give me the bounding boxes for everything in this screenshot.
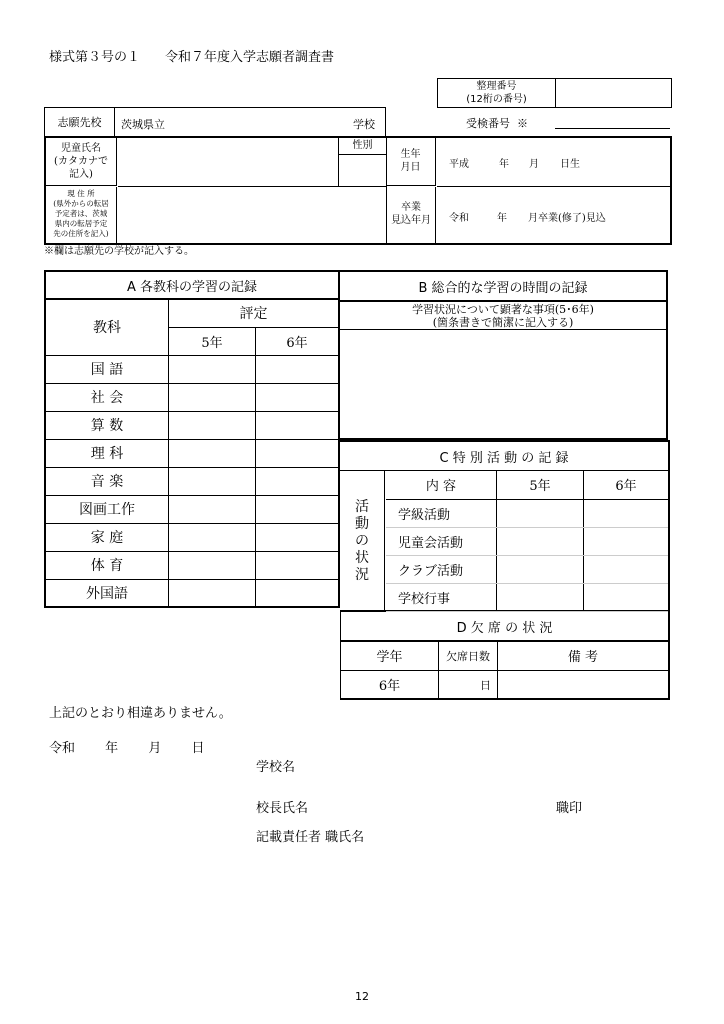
activity-grade6[interactable]	[584, 555, 669, 583]
side-label-char: 活	[355, 499, 369, 515]
seiri-number-field[interactable]	[556, 79, 671, 107]
sex-field[interactable]	[339, 155, 386, 186]
exam-number-line[interactable]	[555, 128, 670, 129]
absence-row-days[interactable]: 日	[439, 670, 498, 699]
absence-days-header: 欠席日数	[439, 642, 498, 670]
grade5-rating[interactable]	[169, 495, 256, 523]
absence-remarks-header: 備 考	[498, 642, 669, 670]
side-label-char: 状	[355, 550, 369, 566]
subject-header: 教科	[45, 299, 169, 355]
subject-row	[45, 439, 339, 467]
seiri-number-label: 整理番号 (12桁の番号)	[438, 79, 556, 108]
note: ※欄は志願先の学校が記入する。	[44, 246, 194, 257]
grade6-rating[interactable]	[256, 551, 340, 579]
activity-row	[386, 583, 668, 611]
subject-row	[45, 495, 339, 523]
subject-name: 家 庭	[45, 523, 169, 551]
subject-row	[45, 411, 339, 439]
section-b	[340, 270, 668, 440]
grade6-rating[interactable]	[256, 495, 340, 523]
activity-grade5[interactable]	[497, 555, 584, 583]
grade5-rating[interactable]	[169, 439, 256, 467]
activity-name: 学校行事	[386, 583, 497, 611]
absence-grade-header: 学年	[341, 642, 439, 670]
name-field[interactable]	[118, 138, 338, 187]
subject-row	[45, 579, 339, 607]
activity-table	[386, 471, 668, 612]
section-b-field[interactable]	[340, 330, 666, 440]
section-b-title: B 総合的な学習の時間の記録	[340, 272, 666, 302]
activity-row	[386, 555, 668, 583]
subject-row	[45, 383, 339, 411]
recorder-label: 記載責任者 職氏名	[256, 830, 365, 845]
section-d-title: D 欠 席 の 状 況	[340, 612, 668, 642]
school-row	[44, 107, 386, 138]
name-label: 児童氏名 (カタカナで 記入)	[46, 138, 117, 186]
section-c-title: C 特 別 活 動 の 記 録	[340, 442, 668, 471]
seiri-number-box	[437, 78, 672, 108]
section-b-desc: 学習状況について顕著な事項(5･6年) (箇条書きで簡潔に記入する)	[340, 302, 666, 330]
activity-grade6[interactable]	[584, 499, 669, 527]
subject-row	[45, 467, 339, 495]
principal-label: 校長氏名	[256, 801, 309, 816]
section-a-title: A 各教科の学習の記録	[45, 271, 339, 299]
grade6-rating[interactable]	[256, 355, 340, 383]
school-suffix: 学校	[353, 118, 375, 131]
grade5-header: 5年	[169, 327, 256, 355]
address-label: 現 住 所 (県外からの転居 予定者は、茨城 県内の転居予定 先の住所を記入)	[46, 187, 117, 243]
subject-row	[45, 355, 339, 383]
certify-date: 令和 年 月 日	[49, 741, 205, 756]
subject-name: 国 語	[45, 355, 169, 383]
activity-name: クラブ活動	[386, 555, 497, 583]
grade5-rating[interactable]	[169, 551, 256, 579]
sex-label: 性別	[339, 138, 386, 155]
side-label-char: 況	[355, 567, 369, 583]
subject-name: 図画工作	[45, 495, 169, 523]
applicant-block	[44, 136, 672, 245]
activity-grade5[interactable]	[497, 527, 584, 555]
grade5-rating[interactable]	[169, 467, 256, 495]
grad-field[interactable]: 令和 年 月卒業(修了)見込	[449, 213, 606, 224]
side-label-char: の	[355, 533, 369, 549]
grade5-rating[interactable]	[169, 355, 256, 383]
grade5-rating[interactable]	[169, 579, 256, 607]
activity-row	[386, 499, 668, 527]
subject-name: 音 楽	[45, 467, 169, 495]
subject-name: 体 育	[45, 551, 169, 579]
form-number: 様式第３号の１	[49, 50, 141, 65]
activity-grade5[interactable]	[497, 583, 584, 611]
school-prefix: 茨城県立	[121, 118, 165, 131]
grade6-rating[interactable]	[256, 523, 340, 551]
birth-label: 生年 月日	[386, 138, 436, 186]
school-label: 志願先校	[45, 108, 115, 136]
activity-grade6[interactable]	[584, 527, 669, 555]
grade6-rating[interactable]	[256, 383, 340, 411]
grad-label: 卒業 見込年月	[386, 187, 436, 243]
rating-header: 評定	[169, 299, 340, 327]
page-title: 令和７年度入学志願者調査書	[165, 50, 335, 65]
grade6-rating[interactable]	[256, 411, 340, 439]
content-header: 内 容	[386, 471, 497, 499]
activity-name: 児童会活動	[386, 527, 497, 555]
grade6-header: 6年	[256, 327, 340, 355]
subject-name: 社 会	[45, 383, 169, 411]
section-d	[340, 612, 670, 700]
subject-name: 算 数	[45, 411, 169, 439]
activity-grade6-header: 6年	[584, 471, 669, 499]
grade5-rating[interactable]	[169, 411, 256, 439]
exam-number-label: 受検番号 ※	[466, 117, 528, 130]
certify-text: 上記のとおり相違ありません。	[49, 706, 232, 721]
activity-name: 学級活動	[386, 499, 497, 527]
absence-row-remarks[interactable]	[498, 670, 669, 699]
subject-name: 外国語	[45, 579, 169, 607]
side-label-char: 動	[355, 516, 369, 532]
subject-row	[45, 551, 339, 579]
grade5-rating[interactable]	[169, 523, 256, 551]
sex-cell	[338, 138, 387, 187]
activity-grade5-header: 5年	[497, 471, 584, 499]
activity-grade5[interactable]	[497, 499, 584, 527]
activity-grade6[interactable]	[584, 583, 669, 611]
school-name-label: 学校名	[256, 760, 296, 775]
absence-table	[340, 642, 668, 699]
seal-label: 職印	[556, 801, 583, 816]
absence-row-grade: 6年	[341, 670, 439, 699]
subject-row	[45, 523, 339, 551]
grade6-rating[interactable]	[256, 467, 340, 495]
grade6-rating[interactable]	[256, 579, 340, 607]
grade6-rating[interactable]	[256, 439, 340, 467]
activity-row	[386, 527, 668, 555]
section-c	[340, 440, 670, 612]
subject-name: 理 科	[45, 439, 169, 467]
birth-field[interactable]: 平成 年 月 日生	[437, 138, 670, 187]
activity-side-label	[340, 471, 385, 612]
page-number: 12	[355, 990, 369, 1003]
grade5-rating[interactable]	[169, 383, 256, 411]
section-a-table	[44, 270, 340, 608]
address-field[interactable]	[118, 187, 386, 243]
